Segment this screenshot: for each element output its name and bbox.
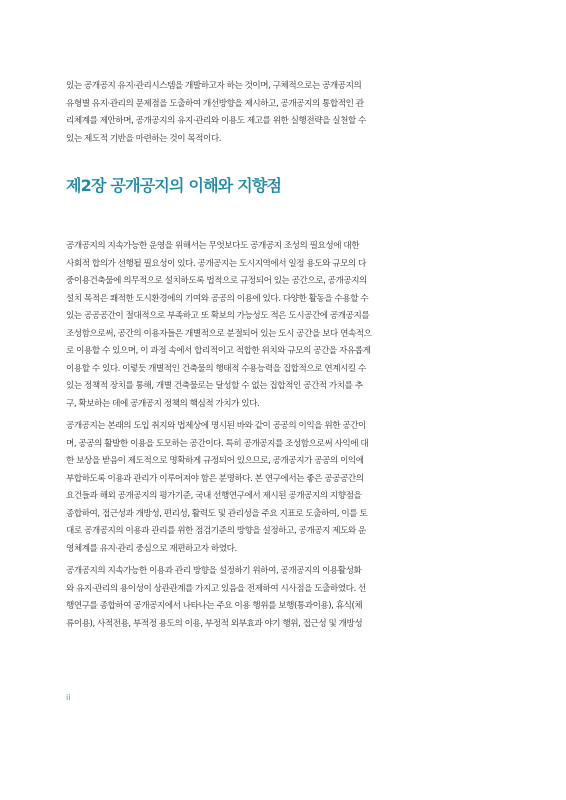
text-line: 이용할 수 있다. 이렇듯 개별적인 건축물의 행태적 수용능력을 집합적으로 연계시킬 수 [66,363,366,374]
text-line: 대로 공개공지의 이용과 관리를 위한 점검기준의 방향을 설정하고, 공개공지 제도와 운 [66,526,366,536]
text-line: 있는 공공공간이 절대적으로 부족하고 또 확보의 가능성도 적은 도시공간에 공개공지를 [66,311,370,321]
text-line: 있는 정책적 장치를 통해, 개별 건축물로는 달성할 수 없는 집합적인 공간적 가치를 추 [66,381,363,391]
text-line: 행연구를 종합하여 공개공지에서 나타나는 주요 이용 행위를 보행(통과이용), 휴식(체 [66,601,363,611]
text-line: 조성함으로써, 공간의 이용자들은 개별적으로 분절되어 있는 도시 공간을 보다 연속적으 [66,328,372,339]
text-line: 로 이용할 수 있으며, 이 과정 속에서 합리적이고 적합한 위치와 규모의 공간을 자유롭게 [66,346,371,356]
text-line: 공개공지의 지속가능한 운영을 위해서는 무엇보다도 공개공지 조성의 필요성에 대한 [66,241,360,251]
text-line: 있는 제도적 기반을 마련하는 것이 목적이다. [66,133,222,144]
text-line: 공개공지는 본래의 도입 취지와 법제상에 명시된 바와 같이 공공의 이익을 위한 공간이 [66,421,366,431]
text-line: 종합하여, 접근성과 개방성, 편리성, 활력도 및 관리성을 주요 지표로 도출하여, 이를 토 [66,508,368,519]
text-line: 며, 공공의 활발한 이용을 도모하는 공간이다. 특히 공개공지를 조성함으로써 사익에 대 [66,438,369,449]
text-line: 요건들과 해외 공개공지의 평가기준, 국내 선행연구에서 제시된 공개공지의 지향점을 [66,491,362,501]
text-line: 사회적 합의가 선행될 필요성이 있다. 공개공지는 도시지역에서 일정 용도와 규모의 다 [66,258,366,269]
text-line: 리체계를 제안하며, 공개공지의 유지·관리와 이용도 제고를 위한 실행전략을 실천할 수 [66,116,366,126]
text-line: 류이용), 사적전용, 부적정 용도의 이용, 부정적 외부효과 야기 행위, 접근성 및 개방성 [66,618,363,629]
page-number: ii [66,693,71,702]
chapter-title: 제2장 공개공지의 이해와 지향점 [66,176,282,195]
text-line: 중이용건축물에 의무적으로 설치하도록 법적으로 규정되어 있는 공간으로, 공개공지의 [66,276,367,286]
text-line: 영체계를 유지·관리 중심으로 재편하고자 하였다. [66,543,237,554]
text-line: 있는 공개공지 유지·관리시스템을 개발하고자 하는 것이며, 구체적으로는 공개공지의 [66,81,362,91]
text-line: 한 보상을 받음이 제도적으로 명확하게 규정되어 있으므로, 공개공지가 공공의 이익에 [66,456,364,466]
text-line: 와 유지·관리의 용이성이 상관관계를 가지고 있음을 전제하여 시사점을 도출하였다. 선 [66,583,366,594]
text-line: 유형별 유지·관리의 문제점을 도출하여 개선방향을 제시하고, 공개공지의 통합적인 관 [66,98,364,109]
text-line: 구, 확보하는 데에 공개공지 정책의 핵심적 가치가 있다. [66,398,260,409]
text-line: 공개공지의 지속가능한 이용과 관리 방향을 설정하기 위하여, 공개공지의 이용활성화 [66,566,362,576]
text-line: 부합하도록 이용과 관리가 이루어져야 함은 분명하다. 본 연구에서는 좋은 공공공간의 [66,473,364,484]
text-line: 설치 목적은 쾌적한 도시환경에의 기여와 공공의 이용에 있다. 다양한 활동을 수용할 수 [66,293,369,304]
